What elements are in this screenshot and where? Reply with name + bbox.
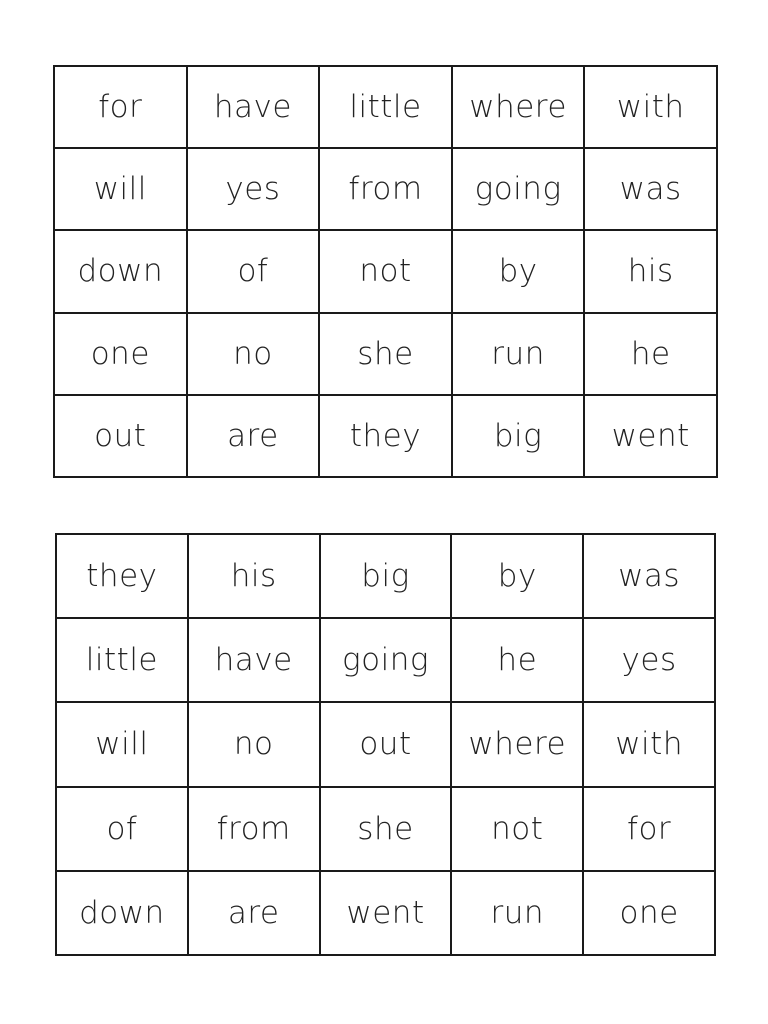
word-cell: with — [583, 702, 715, 786]
grid-row — [54, 313, 717, 395]
grid-row — [56, 787, 715, 871]
word-cell: have — [187, 66, 320, 148]
word-cell: they — [56, 534, 188, 618]
grid-row — [54, 395, 717, 477]
word-cell: he — [584, 313, 717, 395]
word-cell: have — [188, 618, 320, 702]
word-cell: are — [187, 395, 320, 477]
word-cell: run — [451, 871, 583, 955]
word-cell: went — [584, 395, 717, 477]
word-cell: where — [451, 702, 583, 786]
word-cell: by — [452, 230, 585, 312]
word-cell: run — [452, 313, 585, 395]
word-cell: little — [56, 618, 188, 702]
word-cell: out — [54, 395, 187, 477]
word-cell: big — [320, 534, 452, 618]
word-cell: out — [320, 702, 452, 786]
word-cell: big — [452, 395, 585, 477]
word-grid-2 — [55, 533, 716, 956]
grid-row — [54, 230, 717, 312]
word-cell: where — [452, 66, 585, 148]
word-cell: yes — [583, 618, 715, 702]
word-cell: for — [54, 66, 187, 148]
grid-row — [56, 534, 715, 618]
word-cell: for — [583, 787, 715, 871]
word-cell: no — [188, 702, 320, 786]
word-cell: from — [319, 148, 452, 230]
word-cell: his — [188, 534, 320, 618]
word-cell: was — [584, 148, 717, 230]
word-cell: his — [584, 230, 717, 312]
word-cell: not — [451, 787, 583, 871]
word-cell: one — [583, 871, 715, 955]
word-cell: going — [452, 148, 585, 230]
word-cell: of — [56, 787, 188, 871]
word-cell: one — [54, 313, 187, 395]
grid-row — [56, 871, 715, 955]
word-cell: not — [319, 230, 452, 312]
word-cell: went — [320, 871, 452, 955]
word-cell: they — [319, 395, 452, 477]
word-cell: was — [583, 534, 715, 618]
word-cell: yes — [187, 148, 320, 230]
word-cell: down — [54, 230, 187, 312]
word-cell: will — [54, 148, 187, 230]
word-cell: by — [451, 534, 583, 618]
word-cell: going — [320, 618, 452, 702]
word-cell: will — [56, 702, 188, 786]
word-cell: are — [188, 871, 320, 955]
word-cell: she — [320, 787, 452, 871]
grid-row — [56, 702, 715, 786]
grid-row — [56, 618, 715, 702]
word-cell: from — [188, 787, 320, 871]
word-cell: of — [187, 230, 320, 312]
word-cell: little — [319, 66, 452, 148]
grid-row — [54, 66, 717, 148]
word-cell: down — [56, 871, 188, 955]
grid-row — [54, 148, 717, 230]
word-cell: with — [584, 66, 717, 148]
word-grid-1 — [53, 65, 718, 478]
word-cell: he — [451, 618, 583, 702]
word-cell: she — [319, 313, 452, 395]
word-cell: no — [187, 313, 320, 395]
